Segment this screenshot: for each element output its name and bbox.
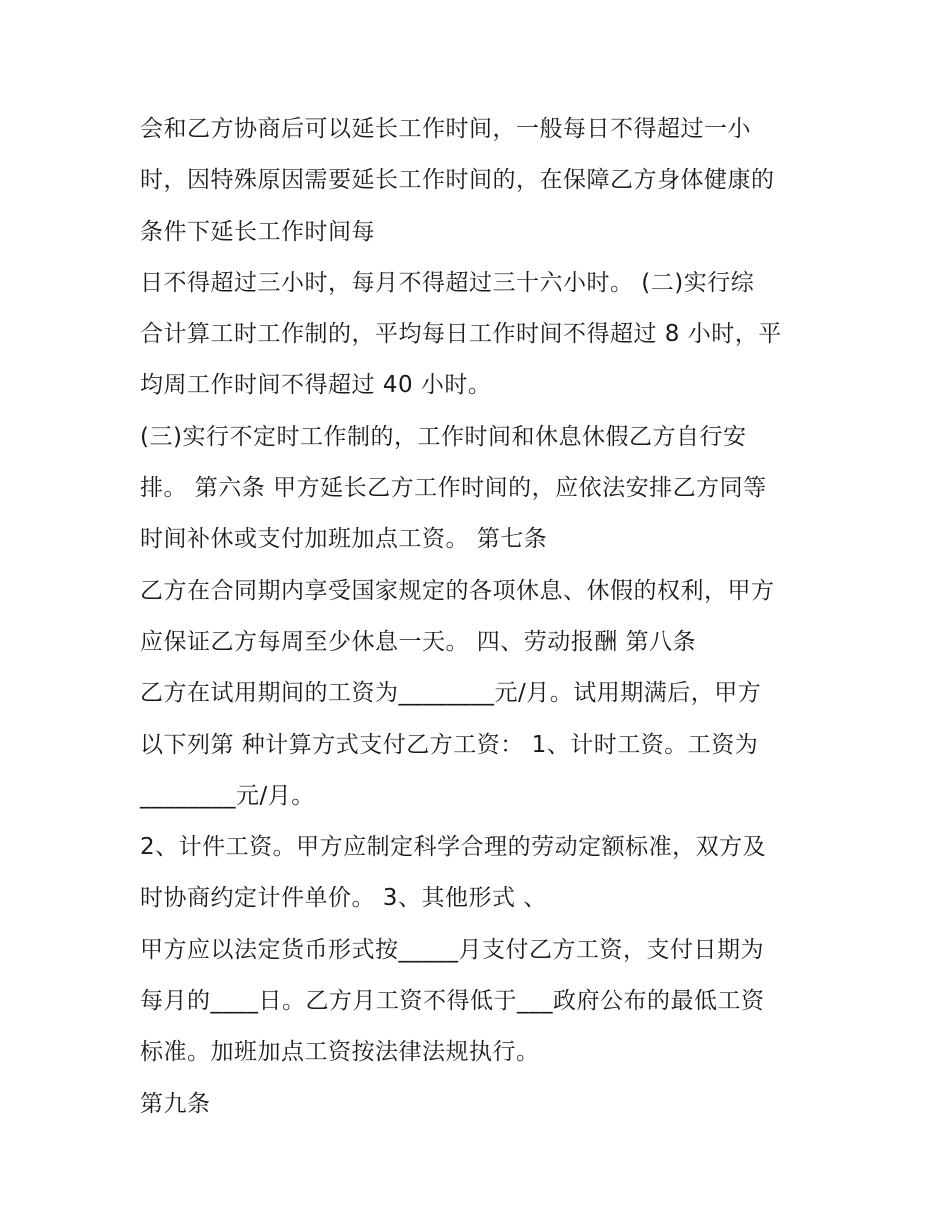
text-line: 时协商约定计件单价。 3、其他形式 、 xyxy=(140,885,547,912)
text-line: ________元/月。 xyxy=(140,782,315,809)
text-line: 乙方在合同期内享受国家规定的各项休息、休假的权利，甲方 xyxy=(140,577,775,604)
document-body xyxy=(140,104,820,1130)
text-line: 时，因特殊原因需要延长工作时间的，在保障乙方身体健康的 xyxy=(140,167,775,194)
text-line: 以下列第 种计算方式支付乙方工资： 1、计时工资。工资为 xyxy=(140,731,759,758)
text-line: 2、计件工资。甲方应制定科学合理的劳动定额标准，双方及 xyxy=(140,834,767,861)
text-line: 日不得超过三小时，每月不得超过三十六小时。 (二)实行综 xyxy=(140,269,755,296)
text-line: 均周工作时间不得超过 40 小时。 xyxy=(140,372,492,399)
text-line: 合计算工时工作制的，平均每日工作时间不得超过 8 小时，平 xyxy=(140,321,782,348)
text-line: 条件下延长工作时间每 xyxy=(140,218,375,245)
text-line: 每月的____日。乙方月工资不得低于___政府公布的最低工资 xyxy=(140,988,765,1015)
text-line: 应保证乙方每周至少休息一天。 四、劳动报酬 第八条 xyxy=(140,628,697,655)
text-line: 排。 第六条 甲方延长乙方工作时间的，应依法安排乙方同等 xyxy=(140,475,767,502)
text-line: 第九条 xyxy=(140,1090,211,1117)
text-line: 时间补休或支付加班加点工资。 第七条 xyxy=(140,526,548,553)
text-line: 乙方在试用期间的工资为________元/月。试用期满后，甲方 xyxy=(140,680,762,707)
text-line: 甲方应以法定货币形式按_____月支付乙方工资，支付日期为 xyxy=(140,936,764,963)
text-line: (三)实行不定时工作制的，工作时间和休息休假乙方自行安 xyxy=(140,423,747,450)
text-line: 会和乙方协商后可以延长工作时间，一般每日不得超过一小 xyxy=(140,116,751,142)
text-line: 标准。加班加点工资按法律法规执行。 xyxy=(140,1039,540,1066)
